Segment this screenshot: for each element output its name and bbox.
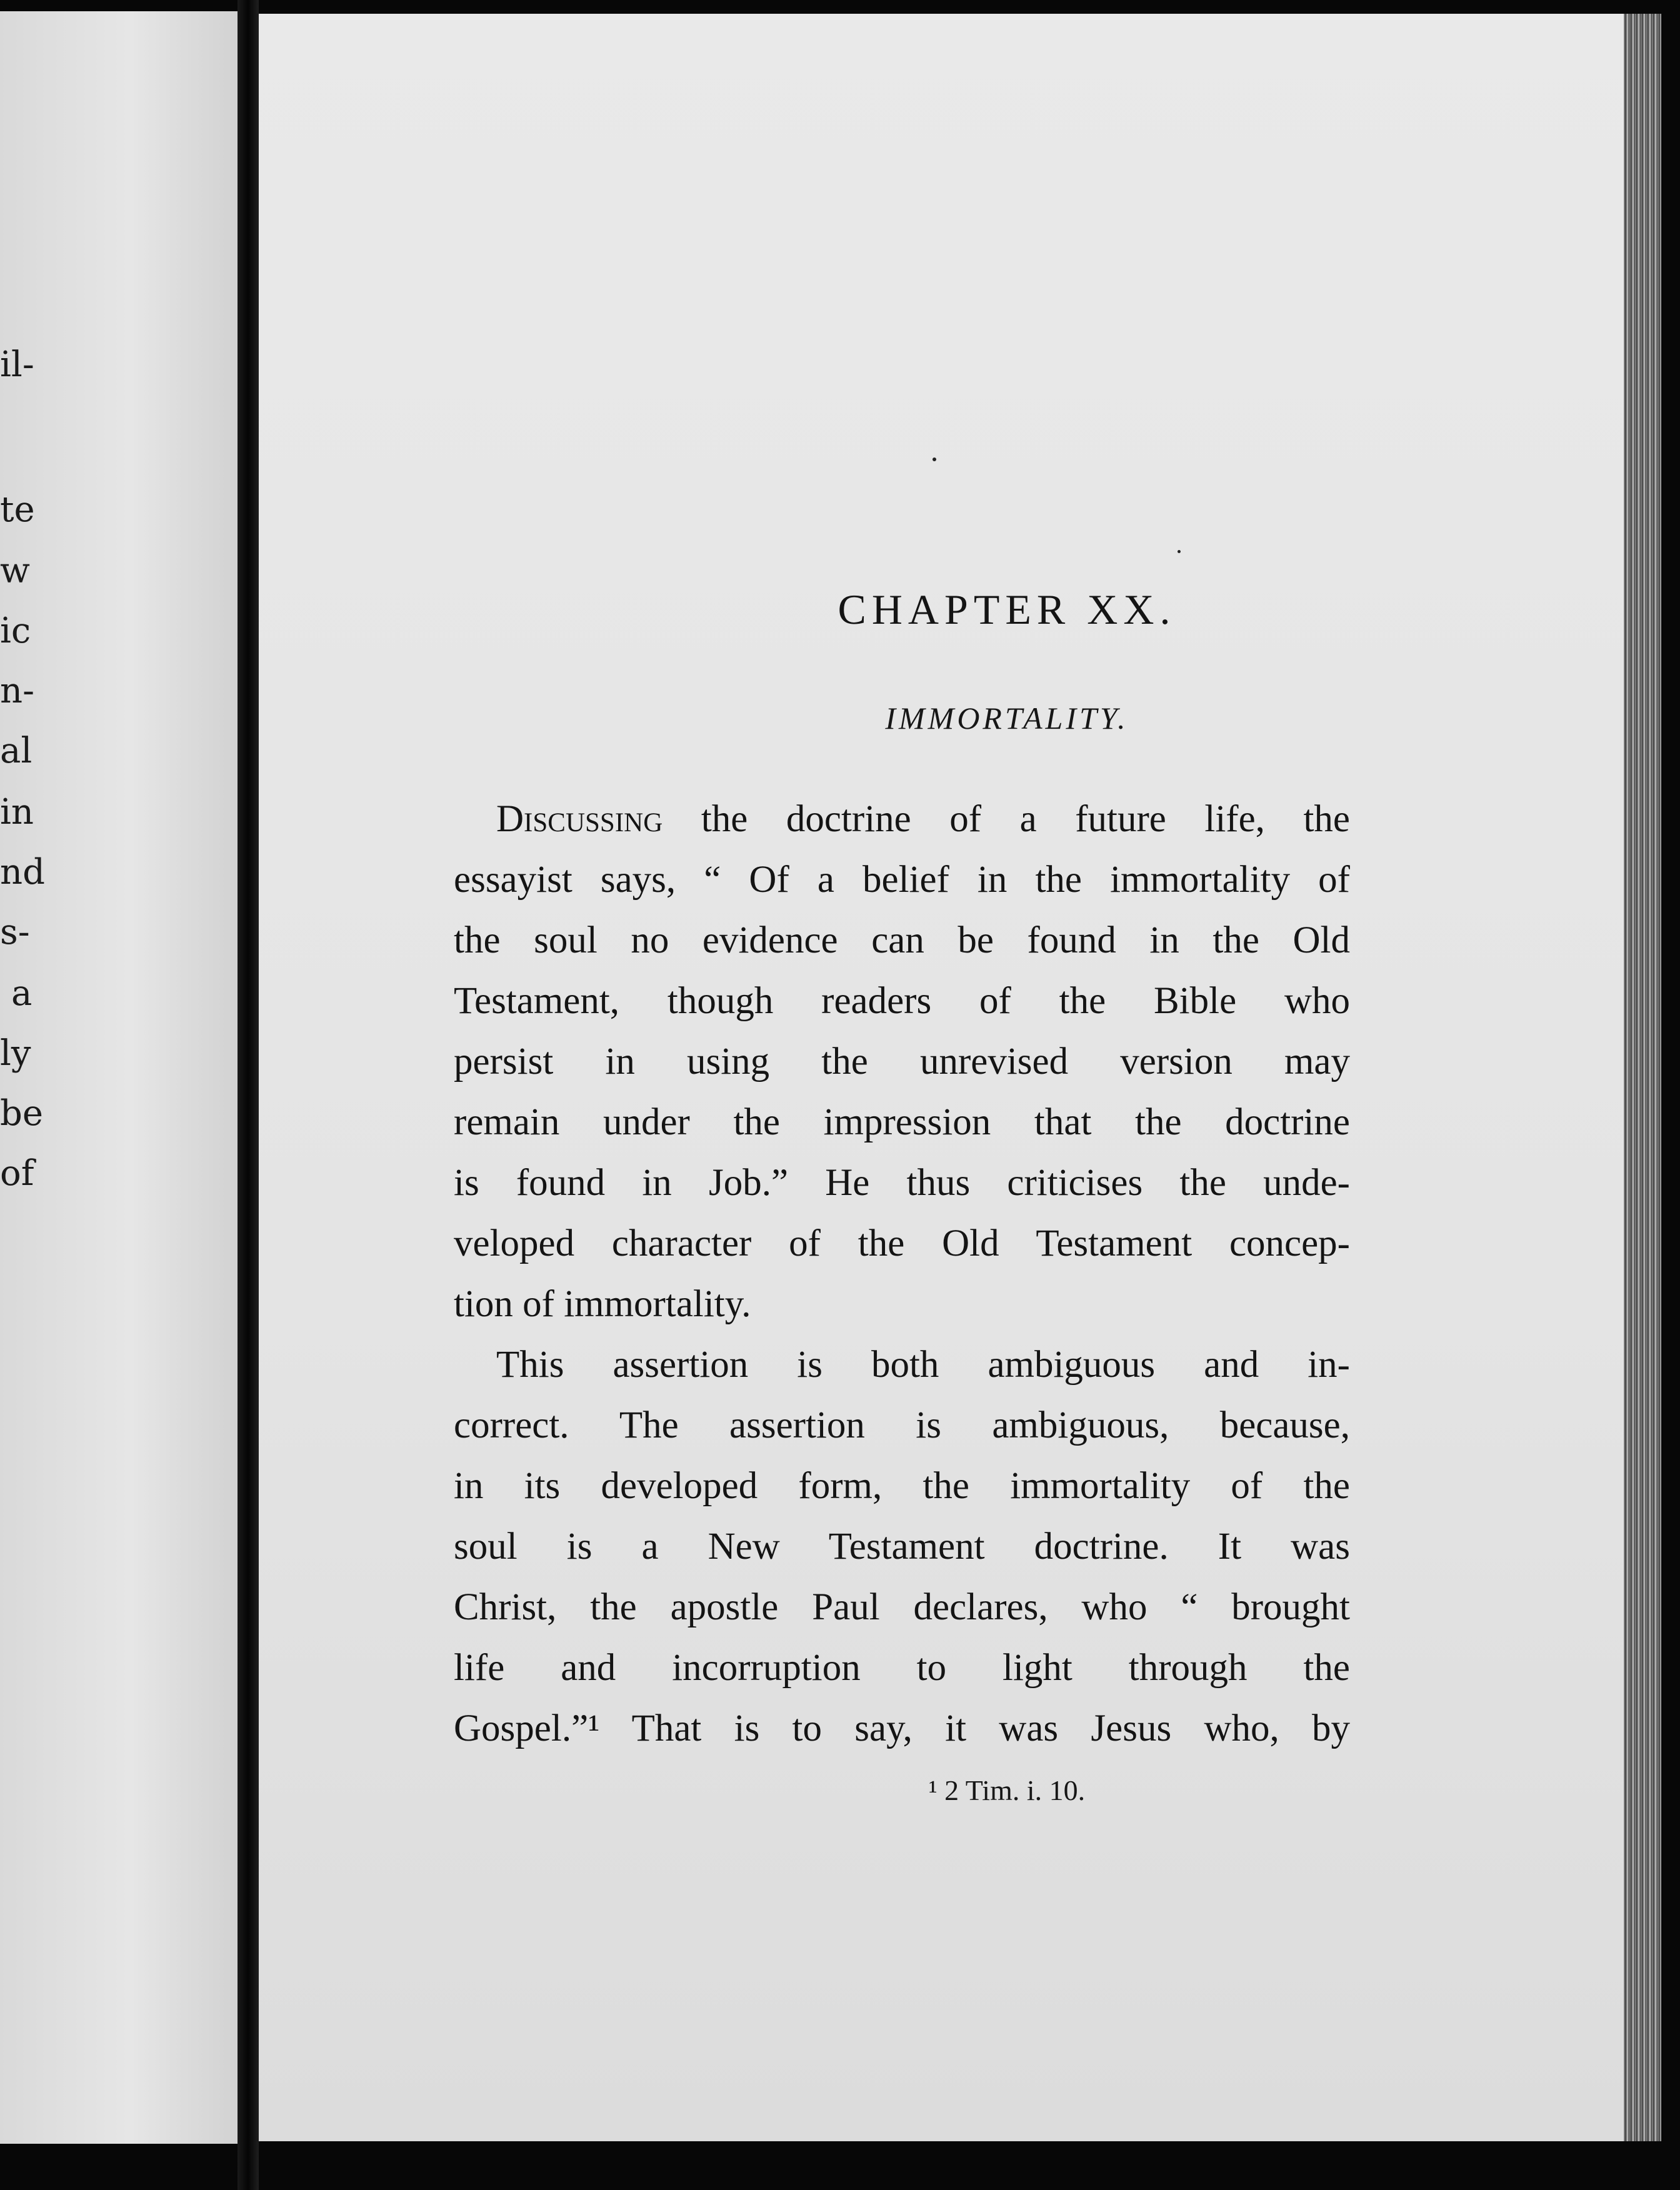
left-page-line: te	[0, 489, 35, 530]
left-page-line: in	[0, 792, 34, 832]
text-line: Christ, the apostle Paul declares, who “ brought	[454, 1586, 1350, 1628]
text-line: veloped character of the Old Testament concep-	[454, 1222, 1350, 1264]
text-line: life and incorruption to light through the	[454, 1647, 1350, 1689]
chapter-heading: CHAPTER XX.	[838, 586, 1176, 633]
print-speck	[1178, 550, 1181, 553]
book-page	[259, 14, 1624, 2141]
left-page-line: nd	[0, 852, 45, 892]
print-speck	[932, 458, 936, 461]
paragraph-lead-word: Discussing	[496, 798, 663, 840]
footnote: ¹ 2 Tim. i. 10.	[928, 1774, 1086, 1806]
text-line-rest: the doctrine of a future life, the	[662, 798, 1350, 840]
text-line: Gospel.”¹ That is to say, it was Jesus who, by	[454, 1708, 1350, 1749]
text-line: This assertion is both ambiguous and in-	[496, 1344, 1350, 1386]
body-text	[454, 789, 1350, 1759]
left-page-line: il-	[0, 344, 34, 385]
text-line: remain under the impression that the doctrine	[454, 1101, 1350, 1143]
text-line: persist in using the unrevised version may	[454, 1041, 1350, 1082]
left-page-line: ic	[0, 611, 31, 651]
previous-page-fragment	[0, 11, 238, 2144]
left-page-line: be	[0, 1093, 43, 1134]
text-line: essayist says, “ Of a belief in the immortality of	[454, 859, 1350, 901]
left-page-line: al	[0, 731, 32, 771]
text-line: correct. The assertion is ambiguous, because,	[454, 1404, 1350, 1446]
text-line: soul is a New Testament doctrine. It was	[454, 1526, 1350, 1568]
left-page-line: w	[0, 551, 30, 591]
text-line: tion of immortality.	[454, 1283, 751, 1325]
left-page-line: of	[0, 1153, 34, 1194]
text-line: is found in Job.” He thus criticises the unde-	[454, 1162, 1350, 1204]
text-line	[454, 789, 1350, 849]
left-page-line: n-	[0, 671, 34, 711]
left-page-line: s-	[0, 912, 30, 952]
text-line: in its developed form, the immortality of the	[454, 1465, 1350, 1507]
chapter-title: IMMORTALITY.	[885, 701, 1129, 736]
page-edges	[1624, 14, 1661, 2141]
left-page-line: a	[11, 973, 32, 1014]
book-gutter	[238, 0, 259, 2190]
text-line: the soul no evidence can be found in the Old	[454, 919, 1350, 961]
text-line: Testament, though readers of the Bible who	[454, 980, 1350, 1022]
left-page-line: ly	[0, 1033, 31, 1074]
